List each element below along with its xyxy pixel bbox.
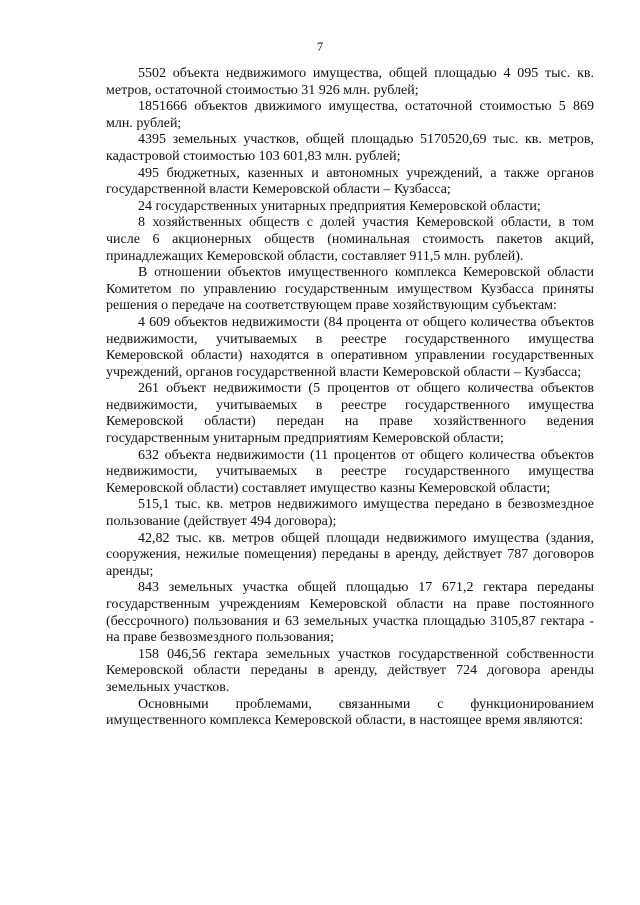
paragraph-main-problems: Основными проблемами, связанными с функционированием имущественного комплекса Кемеровской области, в настоящее время являются: [106, 696, 594, 729]
paragraph-institutions: 495 бюджетных, казенных и автономных учреждений, а также органов государственной власти Кемеровской области – Кузбасса; [106, 165, 594, 198]
paragraph-land-plots: 4395 земельных участков, общей площадью 5170520,69 тыс. кв. метров, кадастровой стоимостью 103 601,83 млн. рублей; [106, 132, 594, 164]
document-body [106, 66, 594, 730]
paragraph-treasury-property: 632 объекта недвижимости (11 процентов от общего количества объектов недвижимости, учитываемых в реестре государственного имущества Кемеровской области) составляет имущество казны Кемеровской области; [106, 447, 594, 496]
paragraph-movable-property: 1851666 объектов движимого имущества, остаточной стоимостью 5 869 млн. рублей; [106, 99, 594, 131]
paragraph-free-use: 515,1 тыс. кв. метров недвижимого имущества передано в безвозмездное пользование (действует 494 договора); [106, 497, 594, 530]
page-number: 7 [316, 40, 324, 54]
paragraph-operational-management: 4 609 объектов недвижимости (84 процента от общего количества объектов недвижимости, учитываемых в реестре государственного имущества Кемеровской области) находятся в оперативном управлении государственных учреждений, органов государственной власти Кемеровской области – Кузбасса; [106, 314, 594, 380]
paragraph-real-estate-objects: 5502 объекта недвижимого имущества, общей площадью 4 095 тыс. кв. метров, остаточной стоимостью 31 926 млн. рублей; [106, 66, 594, 98]
paragraph-transfer-decisions: В отношении объектов имущественного комплекса Кемеровской области Комитетом по управлению государственным имуществом Кузбасса приняты решения о передаче на соответствующем праве хозяйствующим субъектам: [106, 265, 594, 314]
paragraph-land-permanent-use: 843 земельных участка общей площадью 17 671,2 гектара переданы государственным учреждениям Кемеровской области на праве постоянного (бессрочного) пользования и 63 земельных участка площадью 3105,87 гектара - на праве безвозмездного пользования; [106, 580, 594, 646]
paragraph-unitary-enterprises: 24 государственных унитарных предприятия Кемеровской области; [138, 198, 541, 214]
paragraph-lease-real-estate: 42,82 тыс. кв. метров общей площади недвижимого имущества (здания, сооружения, нежилые помещения) переданы в аренду, действует 787 договоров аренды; [106, 530, 594, 579]
paragraph-land-lease: 158 046,56 гектара земельных участков государственной собственности Кемеровской области переданы в аренду, действует 724 договора аренды земельных участков. [106, 646, 594, 695]
paragraph-economic-management: 261 объект недвижимости (5 процентов от общего количества объектов недвижимости, учитываемых в реестре государственного имущества Кемеровской области) передан на праве хозяйственного ведения государственным унитарным предприятиям Кемеровской области; [106, 381, 594, 447]
paragraph-business-companies: 8 хозяйственных обществ с долей участия Кемеровской области, в том числе 6 акционерных обществ (номинальная стоимость пакетов акций, принадлежащих Кемеровской области, составляет 911,5 млн. рублей). [106, 215, 594, 264]
